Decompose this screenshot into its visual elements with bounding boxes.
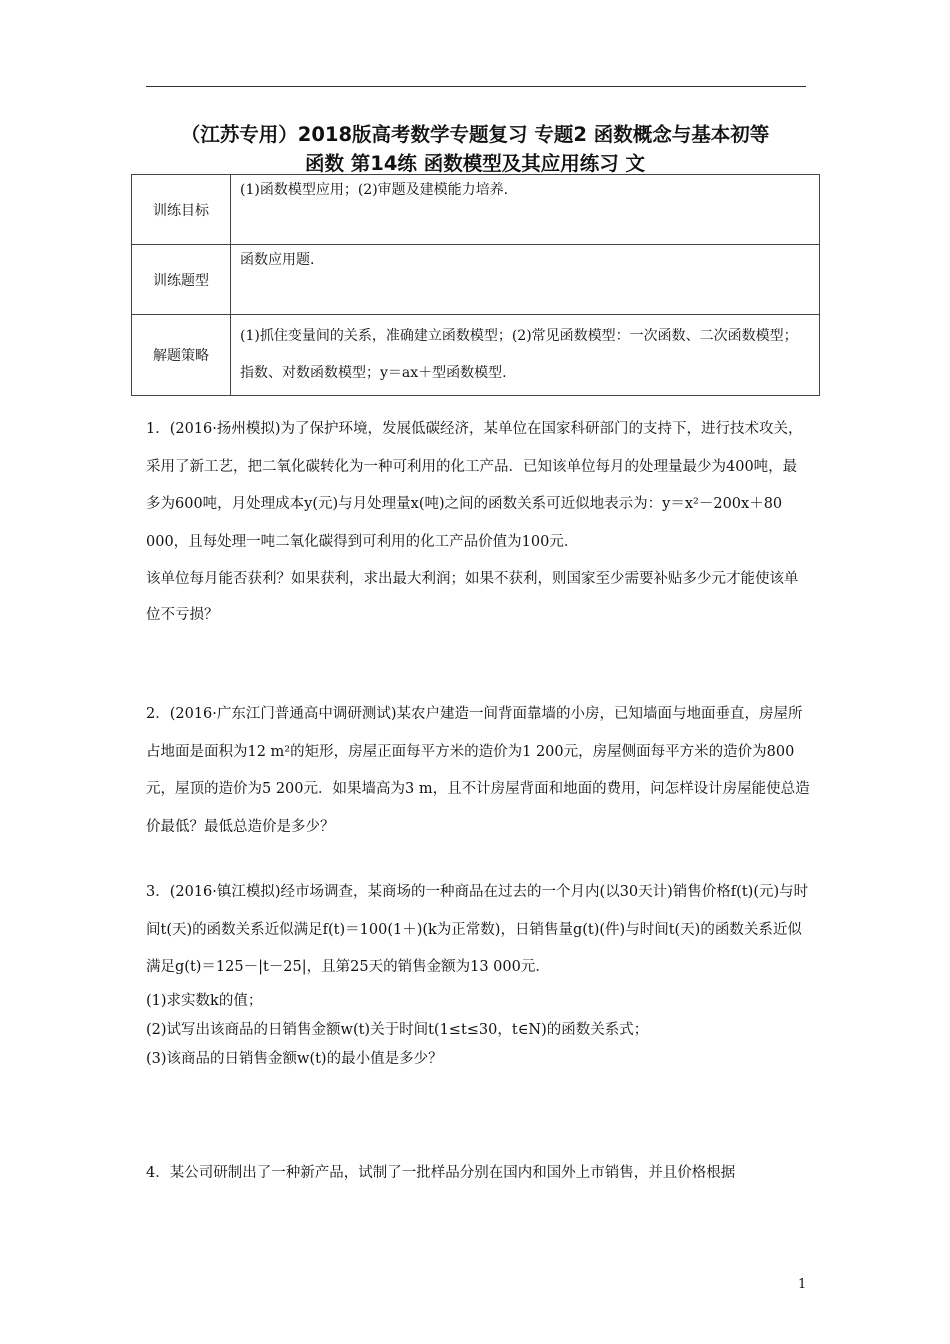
row-label: 训练题型 bbox=[132, 245, 231, 315]
problem-1-statement: 1．(2016·扬州模拟)为了保护环境，发展低碳经济，某单位在国家科研部门的支持下，进行技术攻关，采用了新工艺，把二氧化碳转化为一种可利用的化工产品．已知该单位每月的处理量最少为400吨，最多为600吨，月处理成本y(元)与月处理量x(吨)之间的函数关系可近似地表示为：y＝x²－200x＋80 000，且每处理一吨二氧化碳得到可利用的化工产品价值为100元． bbox=[146, 421, 803, 550]
header-rule bbox=[146, 86, 806, 87]
table-row bbox=[132, 175, 820, 245]
document-title bbox=[130, 120, 820, 178]
problem-3 bbox=[146, 874, 810, 1074]
title-line-1: （江苏专用）2018版高考数学专题复习 专题2 函数概念与基本初等 bbox=[180, 123, 770, 146]
problem-1 bbox=[146, 411, 810, 633]
problem-3-q2: (2)试写出该商品的日销售金额w(t)关于时间t(1≤t≤30，t∈N)的函数关系式； bbox=[146, 1021, 649, 1038]
problem-3-q3: (3)该商品的日销售金额w(t)的最小值是多少？ bbox=[146, 1050, 443, 1067]
problem-2 bbox=[146, 696, 810, 846]
row-label: 训练目标 bbox=[132, 175, 231, 245]
table-row bbox=[132, 245, 820, 315]
problem-3-q1: (1)求实数k的值； bbox=[146, 992, 263, 1009]
row-value: (1)抓住变量间的关系，准确建立函数模型；(2)常见函数模型：一次函数、二次函数模型；指数、对数函数模型；y＝ax＋型函数模型. bbox=[231, 315, 820, 396]
problem-4 bbox=[146, 1155, 810, 1193]
problem-3-statement: 3．(2016·镇江模拟)经市场调查，某商场的一种商品在过去的一个月内(以30天计)销售价格f(t)(元)与时间t(天)的函数关系近似满足f(t)＝100(1＋)(k为正常数)，日销售量g(t)(件)与时间t(天)的函数关系近似满足g(t)＝125－|t－25|，且第25天的销售金额为13 000元． bbox=[146, 884, 809, 975]
page-number: 1 bbox=[798, 1277, 807, 1292]
table-row bbox=[132, 315, 820, 396]
title-line-2: 函数 第14练 函数模型及其应用练习 文 bbox=[304, 152, 645, 175]
problem-2-statement: 2．(2016·广东江门普通高中调研测试)某农户建造一间背面靠墙的小房，已知墙面与地面垂直，房屋所占地面是面积为12 m²的矩形，房屋正面每平方米的造价为1 200元，房屋侧面每平方米的造价为800元，屋顶的造价为5 200元．如果墙高为3 m，且不计房屋背面和地面的费用，问怎样设计房屋能使总造价最低？最低总造价是多少？ bbox=[146, 706, 810, 835]
training-table bbox=[131, 174, 820, 396]
row-label: 解题策略 bbox=[132, 315, 231, 396]
row-value: 函数应用题. bbox=[231, 245, 820, 315]
problem-1-question: 该单位每月能否获利？如果获利，求出最大利润；如果不获利，则国家至少需要补贴多少元才能使该单位不亏损？ bbox=[146, 571, 799, 623]
row-value: (1)函数模型应用；(2)审题及建模能力培养. bbox=[231, 175, 820, 245]
problem-4-statement: 4．某公司研制出了一种新产品，试制了一批样品分别在国内和国外上市销售，并且价格根据 bbox=[146, 1165, 736, 1181]
